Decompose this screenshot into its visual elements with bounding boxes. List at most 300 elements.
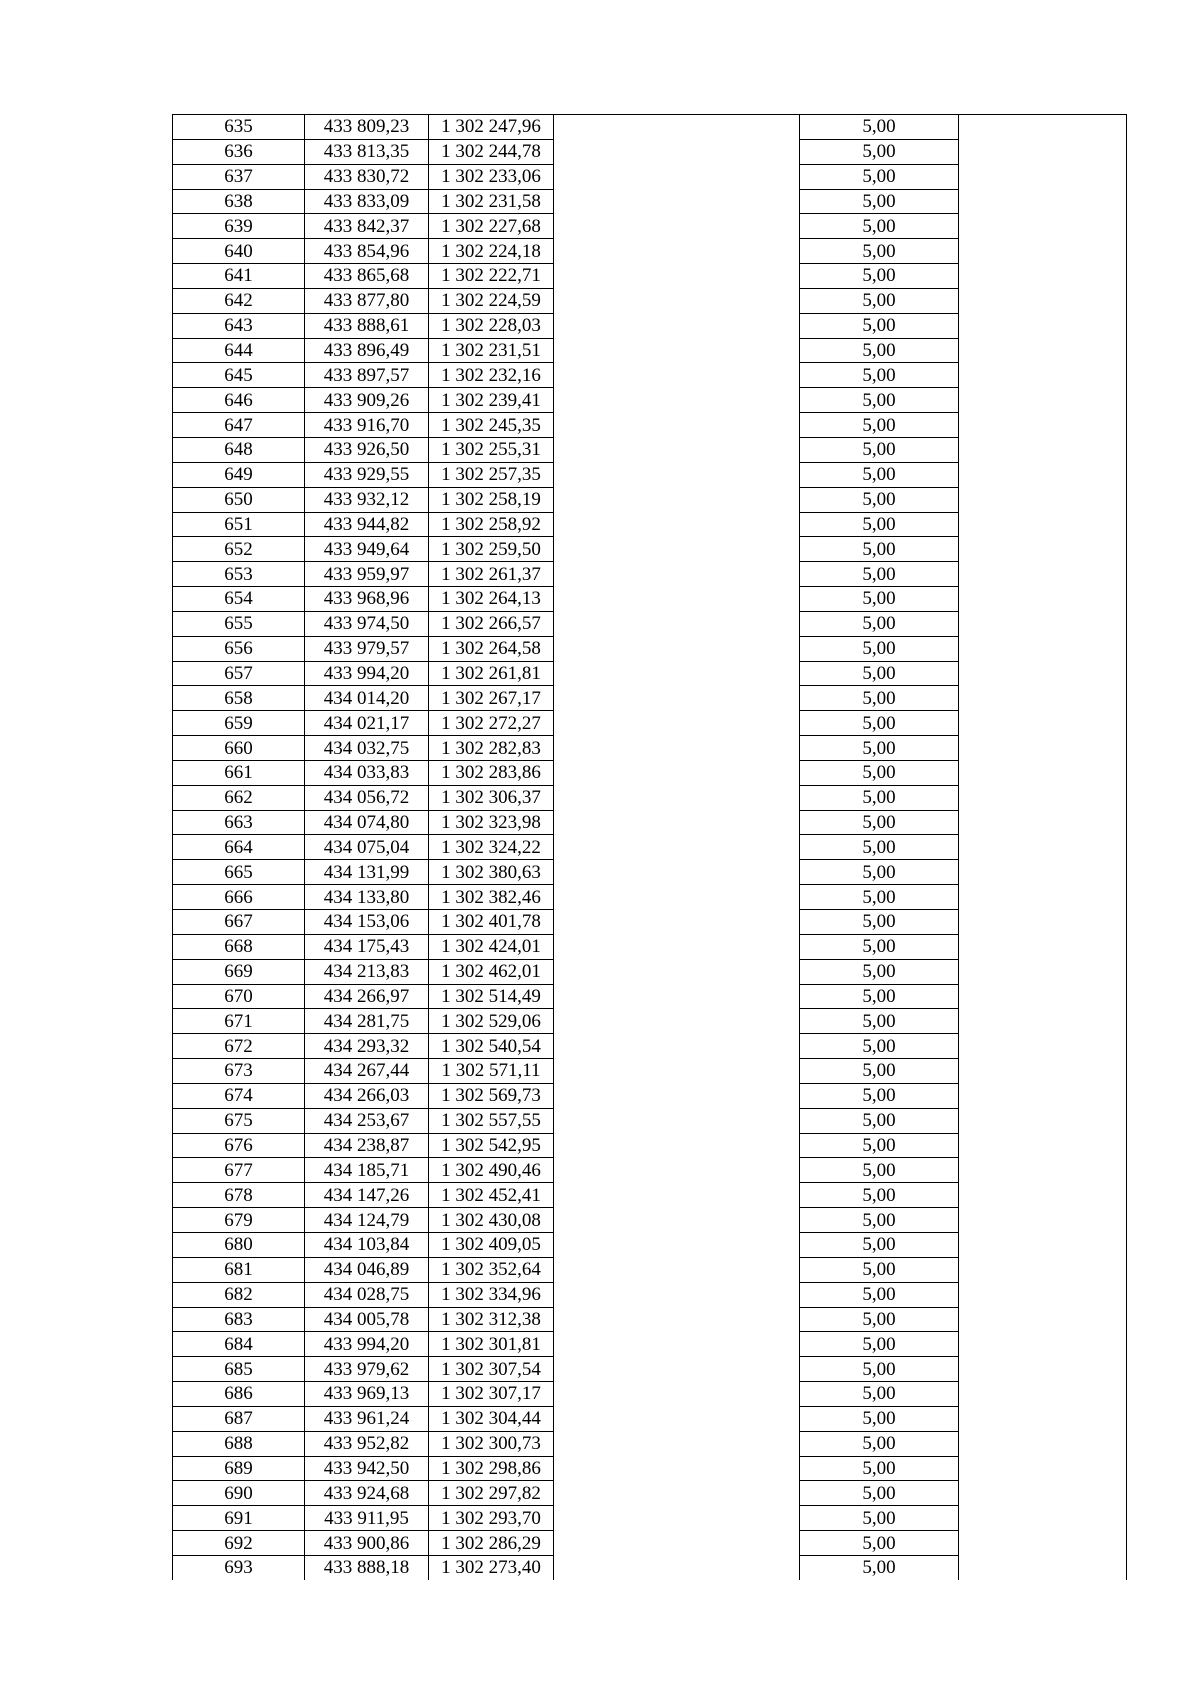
x-coordinate-cell: 434 238,87	[305, 1133, 429, 1158]
y-coordinate-cell: 1 302 306,37	[429, 785, 554, 810]
table-row	[173, 115, 1127, 140]
point-number-cell: 641	[173, 264, 305, 289]
x-coordinate-cell: 434 266,03	[305, 1083, 429, 1108]
y-coordinate-cell: 1 302 272,27	[429, 711, 554, 736]
y-coordinate-cell: 1 302 224,59	[429, 288, 554, 313]
table-row	[173, 1506, 1127, 1531]
table-row	[173, 313, 1127, 338]
y-coordinate-cell: 1 302 401,78	[429, 910, 554, 935]
blank-cell	[554, 1232, 800, 1257]
point-number-cell: 661	[173, 760, 305, 785]
point-number-cell: 665	[173, 860, 305, 885]
y-coordinate-cell: 1 302 529,06	[429, 1009, 554, 1034]
blank-cell	[554, 1307, 800, 1332]
point-number-cell: 646	[173, 388, 305, 413]
value-cell: 5,00	[800, 860, 959, 885]
table-row	[173, 1307, 1127, 1332]
x-coordinate-cell: 433 877,80	[305, 288, 429, 313]
table-row	[173, 1357, 1127, 1382]
y-coordinate-cell: 1 302 273,40	[429, 1555, 554, 1579]
blank-cell	[554, 785, 800, 810]
blank-cell	[959, 239, 1127, 264]
value-cell: 5,00	[800, 487, 959, 512]
point-number-cell: 639	[173, 214, 305, 239]
x-coordinate-cell: 434 267,44	[305, 1059, 429, 1084]
x-coordinate-cell: 433 830,72	[305, 164, 429, 189]
value-cell: 5,00	[800, 1481, 959, 1506]
value-cell: 5,00	[800, 1059, 959, 1084]
table-row	[173, 139, 1127, 164]
point-number-cell: 649	[173, 462, 305, 487]
table-row	[173, 462, 1127, 487]
point-number-cell: 684	[173, 1332, 305, 1357]
blank-cell	[554, 437, 800, 462]
point-number-cell: 635	[173, 115, 305, 140]
point-number-cell: 679	[173, 1208, 305, 1233]
blank-cell	[554, 512, 800, 537]
table-row	[173, 661, 1127, 686]
point-number-cell: 663	[173, 810, 305, 835]
blank-cell	[554, 462, 800, 487]
blank-cell	[959, 1382, 1127, 1407]
blank-cell	[959, 537, 1127, 562]
x-coordinate-cell: 433 968,96	[305, 587, 429, 612]
table-row	[173, 1431, 1127, 1456]
value-cell: 5,00	[800, 1332, 959, 1357]
value-cell: 5,00	[800, 288, 959, 313]
table-row	[173, 487, 1127, 512]
y-coordinate-cell: 1 302 557,55	[429, 1108, 554, 1133]
blank-cell	[554, 1059, 800, 1084]
blank-cell	[959, 1406, 1127, 1431]
x-coordinate-cell: 433 833,09	[305, 189, 429, 214]
x-coordinate-cell: 433 813,35	[305, 139, 429, 164]
x-coordinate-cell: 433 942,50	[305, 1456, 429, 1481]
blank-cell	[959, 164, 1127, 189]
blank-cell	[959, 1158, 1127, 1183]
table-row	[173, 885, 1127, 910]
table-row	[173, 214, 1127, 239]
value-cell: 5,00	[800, 1555, 959, 1579]
blank-cell	[959, 959, 1127, 984]
value-cell: 5,00	[800, 388, 959, 413]
value-cell: 5,00	[800, 512, 959, 537]
y-coordinate-cell: 1 302 298,86	[429, 1456, 554, 1481]
blank-cell	[959, 462, 1127, 487]
blank-cell	[554, 810, 800, 835]
table-row	[173, 1332, 1127, 1357]
table-row	[173, 1406, 1127, 1431]
blank-cell	[554, 1183, 800, 1208]
table-row	[173, 711, 1127, 736]
x-coordinate-cell: 434 213,83	[305, 959, 429, 984]
x-coordinate-cell: 433 865,68	[305, 264, 429, 289]
value-cell: 5,00	[800, 139, 959, 164]
y-coordinate-cell: 1 302 312,38	[429, 1307, 554, 1332]
x-coordinate-cell: 433 809,23	[305, 115, 429, 140]
y-coordinate-cell: 1 302 267,17	[429, 686, 554, 711]
value-cell: 5,00	[800, 661, 959, 686]
value-cell: 5,00	[800, 462, 959, 487]
y-coordinate-cell: 1 302 382,46	[429, 885, 554, 910]
blank-cell	[554, 338, 800, 363]
blank-cell	[959, 1282, 1127, 1307]
blank-cell	[959, 736, 1127, 761]
y-coordinate-cell: 1 302 307,54	[429, 1357, 554, 1382]
point-number-cell: 650	[173, 487, 305, 512]
blank-cell	[554, 1034, 800, 1059]
x-coordinate-cell: 433 949,64	[305, 537, 429, 562]
table-row	[173, 910, 1127, 935]
blank-cell	[554, 1406, 800, 1431]
blank-cell	[959, 1307, 1127, 1332]
table-row	[173, 736, 1127, 761]
point-number-cell: 675	[173, 1108, 305, 1133]
point-number-cell: 668	[173, 934, 305, 959]
table-row	[173, 189, 1127, 214]
value-cell: 5,00	[800, 1232, 959, 1257]
table-row	[173, 1232, 1127, 1257]
blank-cell	[959, 115, 1127, 140]
blank-cell	[959, 264, 1127, 289]
y-coordinate-cell: 1 302 239,41	[429, 388, 554, 413]
value-cell: 5,00	[800, 636, 959, 661]
value-cell: 5,00	[800, 1406, 959, 1431]
blank-cell	[959, 1108, 1127, 1133]
x-coordinate-cell: 434 293,32	[305, 1034, 429, 1059]
y-coordinate-cell: 1 302 258,92	[429, 512, 554, 537]
value-cell: 5,00	[800, 1009, 959, 1034]
blank-cell	[959, 711, 1127, 736]
blank-cell	[554, 910, 800, 935]
y-coordinate-cell: 1 302 323,98	[429, 810, 554, 835]
value-cell: 5,00	[800, 686, 959, 711]
x-coordinate-cell: 433 888,61	[305, 313, 429, 338]
point-number-cell: 643	[173, 313, 305, 338]
point-number-cell: 677	[173, 1158, 305, 1183]
blank-cell	[959, 860, 1127, 885]
blank-cell	[959, 1133, 1127, 1158]
x-coordinate-cell: 434 033,83	[305, 760, 429, 785]
table-row	[173, 1282, 1127, 1307]
table-row	[173, 611, 1127, 636]
y-coordinate-cell: 1 302 324,22	[429, 835, 554, 860]
x-coordinate-cell: 434 281,75	[305, 1009, 429, 1034]
y-coordinate-cell: 1 302 304,44	[429, 1406, 554, 1431]
x-coordinate-cell: 434 046,89	[305, 1257, 429, 1282]
value-cell: 5,00	[800, 313, 959, 338]
table-row	[173, 239, 1127, 264]
x-coordinate-cell: 434 032,75	[305, 736, 429, 761]
table-row	[173, 1257, 1127, 1282]
y-coordinate-cell: 1 302 352,64	[429, 1257, 554, 1282]
table-row	[173, 760, 1127, 785]
value-cell: 5,00	[800, 363, 959, 388]
table-row	[173, 1208, 1127, 1233]
blank-cell	[554, 264, 800, 289]
y-coordinate-cell: 1 302 300,73	[429, 1431, 554, 1456]
point-number-cell: 658	[173, 686, 305, 711]
table-row	[173, 1456, 1127, 1481]
y-coordinate-cell: 1 302 228,03	[429, 313, 554, 338]
blank-cell	[554, 711, 800, 736]
blank-cell	[554, 115, 800, 140]
value-cell: 5,00	[800, 1257, 959, 1282]
value-cell: 5,00	[800, 1208, 959, 1233]
table-row	[173, 338, 1127, 363]
blank-cell	[554, 760, 800, 785]
y-coordinate-cell: 1 302 380,63	[429, 860, 554, 885]
y-coordinate-cell: 1 302 301,81	[429, 1332, 554, 1357]
blank-cell	[959, 139, 1127, 164]
blank-cell	[959, 661, 1127, 686]
blank-cell	[959, 1083, 1127, 1108]
table-body	[173, 115, 1127, 1580]
point-number-cell: 662	[173, 785, 305, 810]
x-coordinate-cell: 433 896,49	[305, 338, 429, 363]
y-coordinate-cell: 1 302 293,70	[429, 1506, 554, 1531]
x-coordinate-cell: 433 952,82	[305, 1431, 429, 1456]
blank-cell	[554, 413, 800, 438]
blank-cell	[959, 1456, 1127, 1481]
point-number-cell: 669	[173, 959, 305, 984]
table-row	[173, 363, 1127, 388]
blank-cell	[554, 835, 800, 860]
blank-cell	[959, 1034, 1127, 1059]
point-number-cell: 667	[173, 910, 305, 935]
point-number-cell: 656	[173, 636, 305, 661]
blank-cell	[959, 1531, 1127, 1556]
point-number-cell: 678	[173, 1183, 305, 1208]
y-coordinate-cell: 1 302 409,05	[429, 1232, 554, 1257]
y-coordinate-cell: 1 302 255,31	[429, 437, 554, 462]
blank-cell	[554, 1357, 800, 1382]
point-number-cell: 674	[173, 1083, 305, 1108]
value-cell: 5,00	[800, 835, 959, 860]
blank-cell	[959, 288, 1127, 313]
value-cell: 5,00	[800, 1034, 959, 1059]
x-coordinate-cell: 433 897,57	[305, 363, 429, 388]
value-cell: 5,00	[800, 214, 959, 239]
x-coordinate-cell: 433 854,96	[305, 239, 429, 264]
blank-cell	[959, 1332, 1127, 1357]
blank-cell	[959, 885, 1127, 910]
value-cell: 5,00	[800, 587, 959, 612]
value-cell: 5,00	[800, 164, 959, 189]
y-coordinate-cell: 1 302 430,08	[429, 1208, 554, 1233]
value-cell: 5,00	[800, 1531, 959, 1556]
blank-cell	[959, 636, 1127, 661]
blank-cell	[959, 363, 1127, 388]
blank-cell	[959, 1232, 1127, 1257]
value-cell: 5,00	[800, 189, 959, 214]
point-number-cell: 642	[173, 288, 305, 313]
table-row	[173, 537, 1127, 562]
blank-cell	[959, 984, 1127, 1009]
point-number-cell: 676	[173, 1133, 305, 1158]
blank-cell	[959, 512, 1127, 537]
blank-cell	[554, 885, 800, 910]
blank-cell	[959, 313, 1127, 338]
y-coordinate-cell: 1 302 307,17	[429, 1382, 554, 1407]
point-number-cell: 647	[173, 413, 305, 438]
point-number-cell: 670	[173, 984, 305, 1009]
blank-cell	[959, 189, 1127, 214]
blank-cell	[959, 1009, 1127, 1034]
x-coordinate-cell: 434 153,06	[305, 910, 429, 935]
value-cell: 5,00	[800, 711, 959, 736]
value-cell: 5,00	[800, 934, 959, 959]
point-number-cell: 687	[173, 1406, 305, 1431]
y-coordinate-cell: 1 302 257,35	[429, 462, 554, 487]
point-number-cell: 638	[173, 189, 305, 214]
point-number-cell: 682	[173, 1282, 305, 1307]
x-coordinate-cell: 433 888,18	[305, 1555, 429, 1579]
point-number-cell: 690	[173, 1481, 305, 1506]
table-row	[173, 1555, 1127, 1579]
x-coordinate-cell: 433 961,24	[305, 1406, 429, 1431]
value-cell: 5,00	[800, 264, 959, 289]
blank-cell	[959, 910, 1127, 935]
blank-cell	[554, 1208, 800, 1233]
y-coordinate-cell: 1 302 244,78	[429, 139, 554, 164]
blank-cell	[554, 611, 800, 636]
table-row	[173, 1531, 1127, 1556]
value-cell: 5,00	[800, 437, 959, 462]
x-coordinate-cell: 434 124,79	[305, 1208, 429, 1233]
x-coordinate-cell: 434 028,75	[305, 1282, 429, 1307]
table-row	[173, 1481, 1127, 1506]
blank-cell	[959, 835, 1127, 860]
y-coordinate-cell: 1 302 282,83	[429, 736, 554, 761]
value-cell: 5,00	[800, 1357, 959, 1382]
x-coordinate-cell: 433 994,20	[305, 661, 429, 686]
table-row	[173, 587, 1127, 612]
value-cell: 5,00	[800, 562, 959, 587]
point-number-cell: 693	[173, 1555, 305, 1579]
y-coordinate-cell: 1 302 222,71	[429, 264, 554, 289]
blank-cell	[959, 934, 1127, 959]
table-row	[173, 562, 1127, 587]
blank-cell	[959, 214, 1127, 239]
y-coordinate-cell: 1 302 231,51	[429, 338, 554, 363]
x-coordinate-cell: 433 979,57	[305, 636, 429, 661]
blank-cell	[554, 189, 800, 214]
x-coordinate-cell: 433 994,20	[305, 1332, 429, 1357]
x-coordinate-cell: 434 075,04	[305, 835, 429, 860]
blank-cell	[554, 288, 800, 313]
x-coordinate-cell: 433 909,26	[305, 388, 429, 413]
x-coordinate-cell: 434 131,99	[305, 860, 429, 885]
x-coordinate-cell: 433 900,86	[305, 1531, 429, 1556]
x-coordinate-cell: 433 916,70	[305, 413, 429, 438]
x-coordinate-cell: 433 979,62	[305, 1357, 429, 1382]
point-number-cell: 651	[173, 512, 305, 537]
blank-cell	[959, 1357, 1127, 1382]
x-coordinate-cell: 433 959,97	[305, 562, 429, 587]
blank-cell	[554, 736, 800, 761]
value-cell: 5,00	[800, 537, 959, 562]
y-coordinate-cell: 1 302 264,58	[429, 636, 554, 661]
blank-cell	[959, 562, 1127, 587]
x-coordinate-cell: 433 911,95	[305, 1506, 429, 1531]
y-coordinate-cell: 1 302 514,49	[429, 984, 554, 1009]
blank-cell	[959, 1257, 1127, 1282]
point-number-cell: 664	[173, 835, 305, 860]
table-row	[173, 1133, 1127, 1158]
x-coordinate-cell: 434 056,72	[305, 785, 429, 810]
point-number-cell: 691	[173, 1506, 305, 1531]
point-number-cell: 681	[173, 1257, 305, 1282]
x-coordinate-cell: 433 944,82	[305, 512, 429, 537]
blank-cell	[554, 1108, 800, 1133]
blank-cell	[959, 413, 1127, 438]
point-number-cell: 689	[173, 1456, 305, 1481]
table-row	[173, 984, 1127, 1009]
point-number-cell: 636	[173, 139, 305, 164]
blank-cell	[554, 636, 800, 661]
y-coordinate-cell: 1 302 569,73	[429, 1083, 554, 1108]
table-row	[173, 413, 1127, 438]
blank-cell	[554, 1555, 800, 1579]
blank-cell	[959, 1208, 1127, 1233]
table-row	[173, 835, 1127, 860]
point-number-cell: 688	[173, 1431, 305, 1456]
table-row	[173, 388, 1127, 413]
x-coordinate-cell: 433 929,55	[305, 462, 429, 487]
point-number-cell: 652	[173, 537, 305, 562]
x-coordinate-cell: 434 147,26	[305, 1183, 429, 1208]
blank-cell	[554, 1133, 800, 1158]
blank-cell	[554, 959, 800, 984]
y-coordinate-cell: 1 302 245,35	[429, 413, 554, 438]
blank-cell	[554, 239, 800, 264]
table-row	[173, 1183, 1127, 1208]
point-number-cell: 680	[173, 1232, 305, 1257]
value-cell: 5,00	[800, 984, 959, 1009]
table-row	[173, 264, 1127, 289]
point-number-cell: 659	[173, 711, 305, 736]
value-cell: 5,00	[800, 760, 959, 785]
value-cell: 5,00	[800, 611, 959, 636]
value-cell: 5,00	[800, 785, 959, 810]
value-cell: 5,00	[800, 885, 959, 910]
x-coordinate-cell: 433 926,50	[305, 437, 429, 462]
y-coordinate-cell: 1 302 259,50	[429, 537, 554, 562]
table-row	[173, 437, 1127, 462]
y-coordinate-cell: 1 302 224,18	[429, 239, 554, 264]
point-number-cell: 685	[173, 1357, 305, 1382]
table-row	[173, 1083, 1127, 1108]
point-number-cell: 653	[173, 562, 305, 587]
point-number-cell: 672	[173, 1034, 305, 1059]
table-row	[173, 860, 1127, 885]
table-row	[173, 810, 1127, 835]
x-coordinate-cell: 434 021,17	[305, 711, 429, 736]
value-cell: 5,00	[800, 1183, 959, 1208]
x-coordinate-cell: 434 133,80	[305, 885, 429, 910]
blank-cell	[554, 313, 800, 338]
x-coordinate-cell: 433 974,50	[305, 611, 429, 636]
blank-cell	[959, 686, 1127, 711]
y-coordinate-cell: 1 302 266,57	[429, 611, 554, 636]
blank-cell	[959, 1059, 1127, 1084]
blank-cell	[554, 1009, 800, 1034]
table-row	[173, 959, 1127, 984]
blank-cell	[959, 388, 1127, 413]
blank-cell	[554, 562, 800, 587]
blank-cell	[554, 487, 800, 512]
